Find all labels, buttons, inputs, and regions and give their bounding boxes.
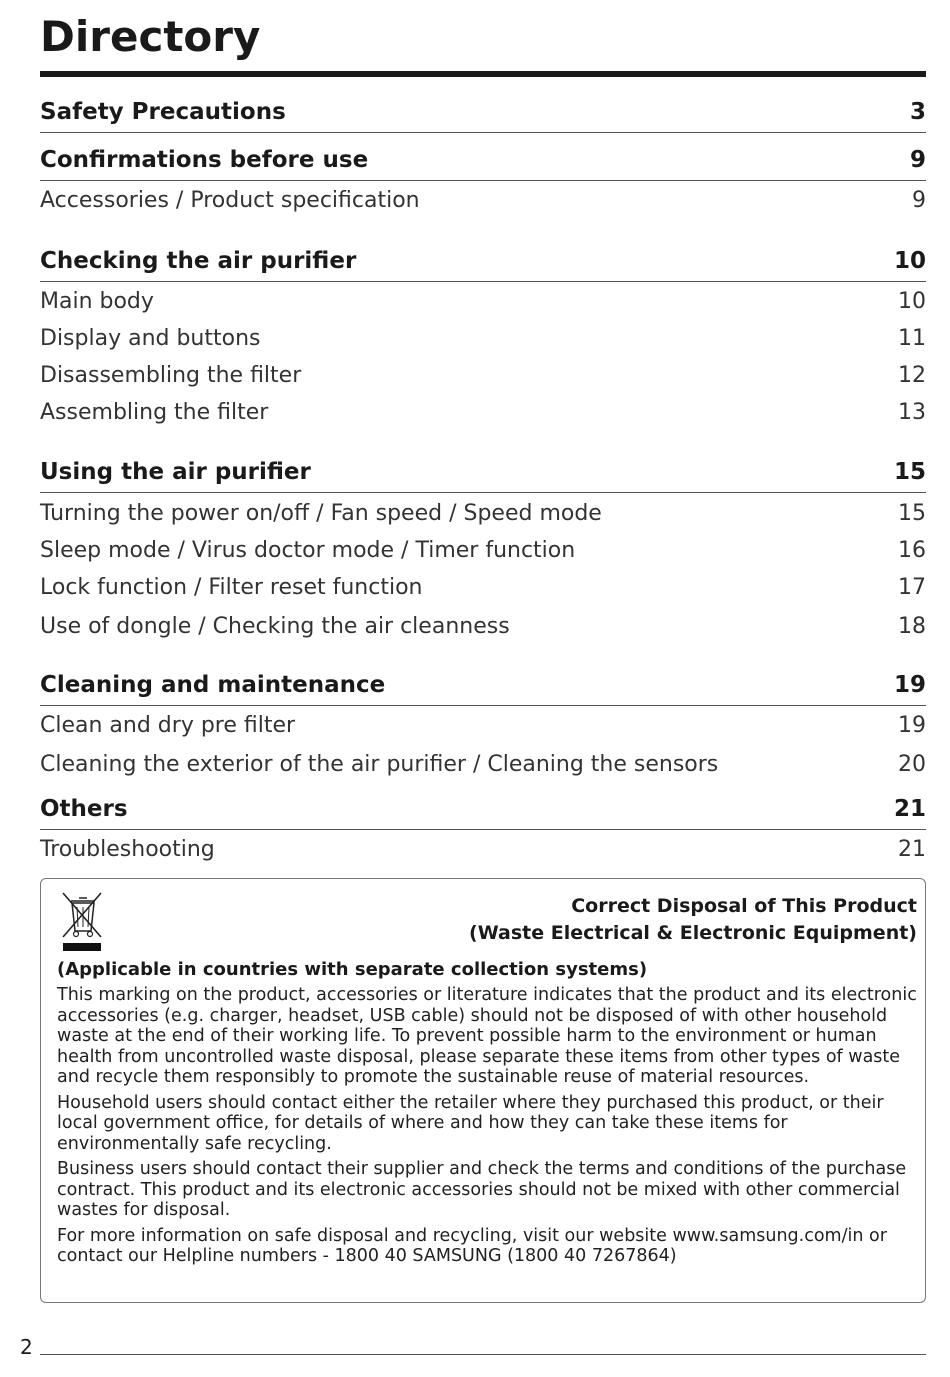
disposal-subtitle: (Applicable in countries with separate collection systems) [57, 959, 648, 980]
toc-entry[interactable] [40, 289, 926, 319]
toc-entry-page: 11 [898, 326, 926, 351]
toc-entry-page: 12 [898, 363, 926, 388]
toc-entry-title: Cleaning the exterior of the air purifier / Cleaning the sensors [40, 752, 719, 777]
toc-entry[interactable] [40, 326, 926, 356]
disposal-paragraph: Business users should contact their supplier and check the terms and conditions of the purchase contract. This product and its electronic accessories should not be mixed with other commercial wastes for disposal. [57, 1159, 907, 1220]
toc-section-page: 3 [909, 99, 926, 125]
toc-entry-page: 19 [898, 713, 926, 738]
toc-entry-title: Display and buttons [40, 326, 261, 351]
toc-entry[interactable] [40, 363, 926, 393]
toc-entry-title: Assembling the filter [40, 400, 269, 425]
disposal-title-line1: Correct Disposal of This Product [571, 895, 917, 917]
title-divider [40, 71, 926, 77]
toc-section-page: 10 [893, 248, 926, 274]
toc-entry-page: 9 [912, 188, 926, 213]
toc-entry[interactable] [40, 837, 926, 867]
toc-entry[interactable] [40, 575, 926, 605]
toc-section[interactable] [40, 459, 926, 493]
toc-entry-page: 18 [898, 614, 926, 639]
toc-section[interactable] [40, 248, 926, 282]
footer-divider [40, 1354, 926, 1355]
toc-entry[interactable] [40, 752, 926, 782]
toc-section[interactable] [40, 796, 926, 830]
toc-entry-page: 21 [898, 837, 926, 862]
toc-entry[interactable] [40, 400, 926, 430]
toc-section-page: 19 [893, 672, 926, 698]
toc-entry-title: Clean and dry pre filter [40, 713, 296, 738]
toc-entry[interactable] [40, 188, 926, 218]
toc-section-title: Safety Precautions [40, 99, 286, 125]
toc-entry[interactable] [40, 538, 926, 568]
toc-entry[interactable] [40, 713, 926, 743]
toc-entry[interactable] [40, 501, 926, 531]
toc-entry-title: Disassembling the filter [40, 363, 302, 388]
page-number: 2 [20, 1335, 33, 1359]
disposal-paragraph: This marking on the product, accessories or literature indicates that the product and its electronic accessories (e.g. charger, headset, USB cable) should not be disposed of with other household waste at the end of their working life. To prevent possible harm to the environment or human health from uncontrolled waste disposal, please separate these items from other types of waste and recycle them responsibly to promote the sustainable reuse of material resources. [57, 985, 917, 1087]
toc-section-page: 9 [909, 147, 926, 173]
disposal-paragraph: Household users should contact either the retailer where they purchased this product, or their local government office, for details of where and how they can take these items for environmentally safe recycling. [57, 1092, 884, 1154]
page-title: Directory [40, 12, 261, 61]
toc-entry-title: Turning the power on/off / Fan speed / Speed mode [40, 501, 602, 526]
toc-entry-title: Use of dongle / Checking the air cleanness [40, 614, 510, 639]
toc-entry-page: 15 [898, 501, 926, 526]
weee-disposal-notice [40, 878, 926, 1303]
toc-entry-title: Troubleshooting [40, 837, 215, 862]
disposal-body [57, 985, 919, 1272]
toc-section-title: Others [40, 796, 128, 822]
toc-entry-page: 20 [898, 752, 926, 777]
toc-section[interactable] [40, 672, 926, 706]
toc-entry[interactable] [40, 614, 926, 644]
toc-entry-title: Accessories / Product specification [40, 188, 420, 213]
toc-entry-page: 16 [898, 538, 926, 563]
toc-section-title: Checking the air purifier [40, 248, 357, 274]
toc-section-title: Using the air purifier [40, 459, 311, 485]
toc-section-title: Cleaning and maintenance [40, 672, 386, 698]
toc-section-page: 21 [893, 796, 926, 822]
toc-entry-title: Sleep mode / Virus doctor mode / Timer function [40, 538, 576, 563]
toc-entry-page: 13 [898, 400, 926, 425]
toc-entry-title: Lock function / Filter reset function [40, 575, 423, 600]
toc-section[interactable] [40, 147, 926, 181]
toc-section-title: Confirmations before use [40, 147, 369, 173]
toc-section-page: 15 [893, 459, 926, 485]
toc-section[interactable] [40, 99, 926, 133]
disposal-title-line2: (Waste Electrical & Electronic Equipment) [469, 922, 917, 944]
toc-entry-page: 10 [898, 289, 926, 314]
toc-entry-page: 17 [898, 575, 926, 600]
toc-entry-title: Main body [40, 289, 154, 314]
disposal-title [469, 893, 917, 947]
crossed-out-wheelie-bin-icon [59, 891, 105, 953]
disposal-paragraph: For more information on safe disposal and recycling, visit our website www.samsung.com/in or contact our Helpline numbers - 1800 40 SAMSUNG (1800 40 7267864) [57, 1225, 887, 1266]
